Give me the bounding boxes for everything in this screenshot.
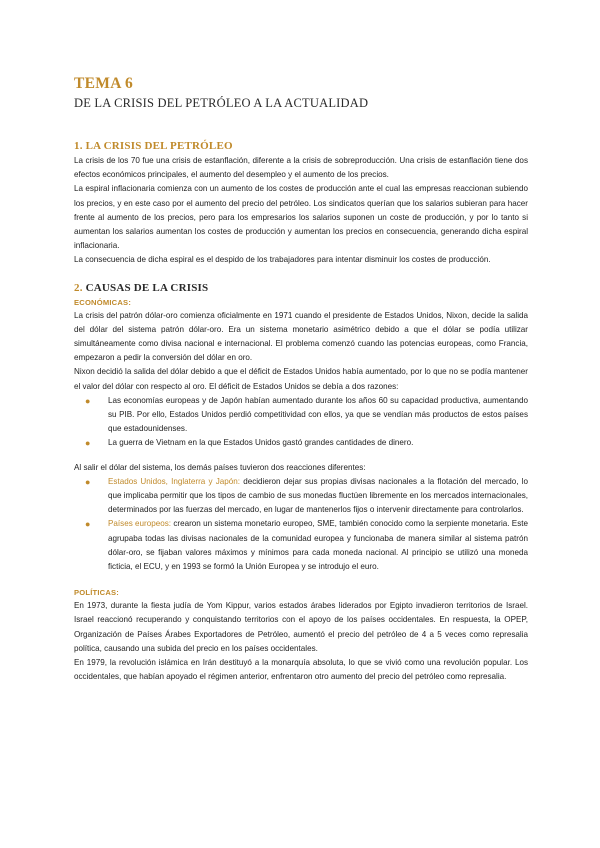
list-item-lead: Estados Unidos, Inglaterra y Japón:: [108, 476, 240, 486]
section-title: LA CRISIS DEL PETRÓLEO: [85, 140, 233, 152]
bullet-icon: ●: [85, 395, 91, 406]
bullet-icon: ●: [85, 519, 91, 530]
document-body: [74, 138, 528, 685]
reasons-list: [74, 394, 528, 451]
section-crisis-petroleo: [74, 138, 528, 268]
reactions-list: [74, 475, 528, 574]
list-item-text: decidieron dejar sus propias divisas nacionales a la flotación del mercado, lo que implicaba permitir que los tipos de cambio de sus monedas fluctúen libremente en los mercados internacionales, determinados por las fuerzas del mercado, en lugar de mantenerlos fijos o intervenir directamente para controlarlos.: [108, 476, 528, 515]
section-number: 2.: [74, 281, 83, 294]
section-number: 1.: [74, 140, 83, 152]
section-title: CAUSAS DE LA CRISIS: [85, 281, 209, 294]
subsection-label-economicas: ECONÓMICAS:: [74, 297, 132, 307]
paragraph: En 1979, la revolución islámica en Irán destituyó a la monarquía absoluta, lo que se vivió como una revolución popular. Los occidentales, que habían apoyado el régimen anterior, enfrentaron otro aumento del precio del petróleo como represalia.: [74, 658, 528, 682]
bullet-icon: ●: [85, 476, 91, 487]
subsection-label-politicas: POLÍTICAS:: [74, 588, 120, 598]
list-item-text: crearon un sistema monetario europeo, SME, también conocido como la serpiente monetaria. Este agrupaba todas las divisas nacionales de la comunidad europea y funcionaba de manera similar al sistema patrón dólar-oro, se fijaban valores máximos y mínimos para cada moneda nacional. Al principio se utilizó una moneda ficticia, el ECU, y en 1993 se formó la Unión Europea y se introdujo el euro.: [108, 519, 528, 572]
list-item: [85, 517, 528, 574]
paragraph: La crisis de los 70 fue una crisis de estanflación, diferente a la crisis de sobreproducción. Una crisis de estanflación tiene dos efectos económicos principales, el aumento del desempleo y el aumento de los precios.: [74, 156, 528, 180]
list-item-text: Las economías europeas y de Japón habían aumentado durante los años 60 su capacidad productiva, aumentando su PIB. Por ello, Estados Unidos perdió competitividad con ellos, ya que se vendían más productos de estos países que estadounidenses.: [108, 395, 528, 434]
paragraph: Al salir el dólar del sistema, los demás países tuvieron dos reacciones diferentes:: [74, 462, 366, 472]
bullet-icon: ●: [85, 438, 91, 449]
paragraph: La espiral inflacionaria comienza con un aumento de los costes de producción ante el cual las empresas reaccionan subiendo los precios, y en este caso por el aumento del precio del petróleo. Los sindicatos querían que los salarios subieran para hacer frente al aumento de los precios, pero para los empresarios los salarios suponen un coste de producción, y por lo tanto si aumentan los salarios aumentan los costes de producción y aumentan los precios en consecuencia, generando dicha espiral inflacionaria.: [74, 184, 528, 251]
paragraph: Nixon decidió la salida del dólar debido a que el déficit de Estados Unidos había aumentado, por lo que no se podía mantener el valor del dólar con respecto al oro. El déficit de Estados Unidos se debía a dos razones:: [74, 367, 528, 391]
doc-subtitle: DE LA CRISIS DEL PETRÓLEO A LA ACTUALIDAD: [74, 96, 369, 110]
list-item: [85, 394, 528, 437]
paragraph: En 1973, durante la fiesta judía de Yom Kippur, varios estados árabes liderados por Egipto invadieron territorios de Israel. Israel reaccionó recuperando y conquistando territorios con el apoyo de los países occidentales. En respuesta, la OPEP, Organización de Países Árabes Exportadores de Petróleo, aumentó el precio del petróleo de 4 a 5 veces como represalia política, causando una subida del precio en los países occidentales.: [74, 601, 528, 653]
list-item: [85, 475, 528, 518]
list-item: [85, 436, 528, 450]
list-item-text: La guerra de Vietnam en la que Estados Unidos gastó grandes cantidades de dinero.: [108, 438, 414, 448]
paragraph: La crisis del patrón dólar-oro comienza oficialmente en 1971 cuando el presidente de Estados Unidos, Nixon, decide la salida del dólar del sistema patrón dólar-oro. Era un sistema monetario asimétrico debido a que el dólar se podía utilizar simultáneamente como divisa nacional e internacional. El problema comenzó cuando las potencias europeas, como Francia, empezaron a pedir la conversión del dólar en oro.: [74, 310, 528, 363]
doc-title: TEMA 6: [74, 75, 134, 92]
section-heading: [74, 280, 528, 296]
list-item-lead: Países europeos:: [108, 519, 172, 529]
section-causas-crisis: [74, 280, 528, 685]
section-heading: [74, 138, 528, 154]
paragraph: La consecuencia de dicha espiral es el despido de los trabajadores para intentar disminuir los costes de producción.: [74, 255, 491, 265]
